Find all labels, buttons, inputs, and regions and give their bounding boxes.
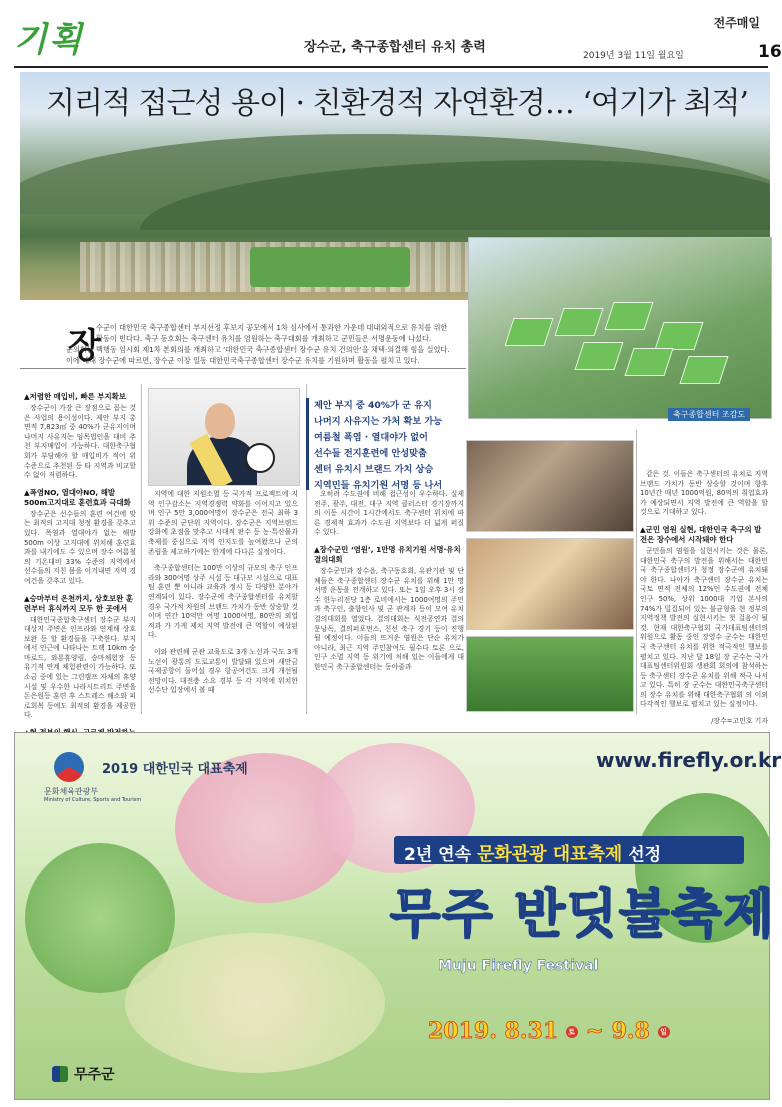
ad-date-start: 2019. 8.31 bbox=[428, 1018, 559, 1044]
ad-badge bbox=[404, 840, 661, 866]
ad-date-start-day: 토 bbox=[566, 1026, 578, 1038]
group-photo bbox=[466, 538, 634, 630]
lead-text-1: 수군이 대한민국 축구종합센터 부지선정 후보지 공모에서 1차 심사에서 통과한 가운데 대내외적으로 유치를 위한 활동이 빈다다. 축구 동호회는 축구센터 유치를 염원하는 축구대회를 개최하고 군민들은 서명운동에 나섰다. bbox=[96, 323, 448, 343]
subhead: ▲승마부터 온천까지, 상호보완 훈련부터 휴식까지 모두 한 곳에서 bbox=[24, 593, 134, 613]
headline: 지리적 접근성 용이 · 친환경적 자연환경… ‘여기가 최적’ bbox=[46, 86, 748, 121]
rendering-pitch bbox=[679, 356, 728, 384]
ad-ministry-en: Ministry of Culture, Sports and Tourism bbox=[44, 797, 142, 803]
rendering-pitch bbox=[554, 308, 603, 336]
rendering-pitch bbox=[654, 322, 703, 350]
ad-festival-title-en: Muju Firefly Festival bbox=[438, 958, 599, 974]
quote-line: 센터 유치시 브랜드 가치 상승 bbox=[314, 464, 434, 475]
column-divider bbox=[636, 430, 637, 714]
ad-badge-suffix: 선정 bbox=[628, 845, 662, 865]
photo-caption: 축구종합센터 조감도 bbox=[668, 408, 750, 421]
column-divider bbox=[141, 384, 142, 714]
issue-date: 2019년 3월 11일 월요일 bbox=[583, 51, 684, 61]
ad-festival-title: 무주 반딧불축제 bbox=[390, 884, 776, 945]
article-column-2 bbox=[148, 490, 298, 703]
lead-text-2: 군의회는 백행동 임시회 제1차 본회의를 개최하고 ‘대한민국 축구종합센터 장수군 유치 건의안’을 채택·의결해 힘을 실었다. 이에 대해 장수군에 따르면, 장수군 이장 일동 대한민국축구종합센터 장수군 유치를 기원하며 활동을 펼치고 있다. bbox=[66, 345, 450, 365]
paragraph: 대한민국종합축구센터 장수군 부지 대상지 주변은 인프라와 연계해 상호보완 등 할 환경들을 구축한다. 부지에서 인근에 나타나는 트랙 10km 승마로드, 와룡휴양림, 승마체험장 등 유기적 연계 체험관련이 가능하다. 또 소금 중에 있는 그린캠프 자체의 휴양시설 및 우수한 나라시트리트 주변을 돈은원등 훈련 후 스트레스 해소와 피로회복 등에도 최적의 환경을 제공한다. bbox=[24, 615, 136, 720]
rendering-pitch bbox=[574, 342, 623, 370]
county-logo-icon bbox=[52, 1066, 68, 1082]
section-subtitle: 장수군, 축구종합센터 유치 총력 bbox=[304, 40, 486, 55]
ad-county-name: 무주군 bbox=[74, 1067, 115, 1083]
ad-ministry: 문화체육관광부 bbox=[44, 787, 99, 796]
pull-quote bbox=[314, 398, 464, 494]
paragraph: 장수군민과 장수읍, 축구동호회, 유관기관 및 단체들은 축구종합센터 장수군 유치를 위해 1만 명 서명 운동을 전개하고 있다. 또는 1일 오후 3시 장수 한누리전당 1층 로비에서는 1000여명의 주민과 축구인, 출향인사 및 군 관계자 등이 모여 유치 결의대회를 열었다. 결의대회는 식전공연과 결의문낭독, 결의퍼포먼스, 친선 축구 경기 등이 진행될 예정이다. 이들의 뜨거운 염원은 단순 유치가 아니라, 최근 지역 주민참여도 필수다 토론 으로, 인구 소멸 지역 등 위기에 처해 있는 이들에게 대한민국 축구종합센터는 동아줄과 bbox=[314, 566, 464, 671]
ad-badge-highlight: 문화관광 대표축제 bbox=[476, 844, 623, 865]
article-column-5 bbox=[640, 470, 768, 734]
quote-bar bbox=[306, 398, 309, 490]
rendering-pitch bbox=[604, 302, 653, 330]
soccer-ball-icon bbox=[245, 443, 275, 473]
paragraph: 군민들의 염원을 실현시키는 것은 물론, 대한민국 축구의 발전을 위해서는 대한민국 축구종합센터가 청정 장수군에 유치돼야 한다. 나아가 축구센터 장수군 유치는 국토 면적 전체의 12%인 수도권에 전체 인구 50%, 상위 1000대 기업 본사의 74%가 밀집되어 있는 불균형을 현 정부의 지역정책 발전의 실현시키는 첫 걸음이 될 것. 현재 대한축구협회 국가대표팀센터의 위원으로 활동 중인 장영수 군수는 대한민국 축구센터 유치를 위한 적극적인 행보를 펼치고 있다. 지난 달 18일 장 군수는 국가대표팀센터위원회 생관회 회의에 참석하는 등 축구센터 장수군 유치를 위해 적극 나서고 있다. 특히 장 군수는 대한민국축구센터의 장수 유치를 위해 대한축구협회 의 이외 다각적인 행보로 펼치고 있는 실정이다. bbox=[640, 546, 768, 709]
ad-festival-dates bbox=[428, 1018, 670, 1044]
ministry-logo-icon bbox=[54, 752, 84, 782]
paragraph: 같은 것. 이들은 축구센터의 유치로 지역 브랜드 가치가 동반 상승할 것이며 향후 10년간 매년 1000억원, 80억의 취업효과가 예상되면서 지역 발전에 큰 역할을 할 것으로 기대하고 있다. bbox=[640, 470, 768, 517]
subhead: ▲저렴한 매입비, 빠른 부지확보 bbox=[24, 392, 126, 401]
paragraph: 장수군은 선수들의 훈련 여건에 맞는 최적의 고지대 청정 환경을 갖추고 있다. 폭염과 열대야가 없는 해발 500m 이상 고지대에 위치해 훈련효과를 내기에도 수 있으며 장수 여름철의 기온대비 33% 수준의 지역에서 선수들의 지친 몸을 이겨내면 지역 경 여건을 갖추고 있다. bbox=[24, 509, 136, 585]
newspaper-name: 전주매일 bbox=[713, 16, 760, 30]
paragraph: 지역에 대한 지원소멸 등 국가적 프로젝트에 지역 인구감소는 지역경쟁력 약화를 이어지고 있으며 인구 5만 3,000여명이 장수군은 전국 최하 3위 수준의 군단위 지역이다. 장수군은 지역브랜드 강화에 초점을 맞추고 시대적 판수 등 농·특산물과 축제를 중심으로 지역 인지도를 높여왔으나 군의 존립을 제고하기에는 한계에 다다른 실정이다. bbox=[148, 490, 298, 556]
governor-portrait-photo bbox=[148, 388, 300, 486]
quote-line: 나머지 사유지는 가처 확보 가능 bbox=[314, 416, 443, 427]
ad-festival-year: 2019 대한민국 대표축제 bbox=[102, 762, 248, 777]
quote-line: 선수들 전지훈련에 안성맞춤 bbox=[314, 448, 427, 459]
paragraph: 장수군이 가장 큰 장점으로 꼽는 것은 사업의 용이성이다. 제안 부지 총 면적 7,823㎡ 중 40%가 군유지이며 나머지 사유지는 임목법인을 대비 추천 부지매입이 가능하다. 대한축구협회가 부담해야 할 매입비가 적어 위 수준으로 추천된 등 타 지역과 비교할 수 없이 저렴하다. bbox=[24, 404, 136, 480]
ad-kids-illustration bbox=[125, 933, 385, 1073]
ad-date-end: 9.8 bbox=[611, 1018, 650, 1044]
soccer-match-photo bbox=[466, 636, 634, 712]
quote-line: 제안 부지 중 40%가 군 유지 bbox=[314, 400, 432, 411]
byline: /장수=고민호 기자 bbox=[711, 717, 768, 726]
article-column-1 bbox=[24, 392, 136, 786]
ad-badge-prefix: 2년 연속 bbox=[404, 845, 472, 865]
rendering-pitch bbox=[504, 318, 553, 346]
header-divider bbox=[14, 66, 768, 68]
ad-date-end-day: 일 bbox=[658, 1026, 670, 1038]
ad-website-link[interactable]: www.firefly.or.kr bbox=[596, 748, 782, 772]
paragraph: 이와 관련해 군관 교육도로 3개 노선과 국도 3개 노선이 광통의 도로교통이 발달돼 있으며 새만금국제공항이 들어설 경우 항공여건도 크게 개선될 전망이다. 대전충 소요 경부 등 각 지역에 위치한 선수단 입장에서 볼 때 bbox=[148, 647, 298, 695]
paragraph: 축구종합센터는 100만 이상의 규모의 축구 인프라와 300여명 상주 시설 등 대규모 시설으로 대표팀 훈련 뿐 아니라 교육과 정시 등 다양한 분야가 연계되어 있다. 장수군에 축구종합센터를 유치할 경우 국가적 차원의 브랜드 가치가 동반 상승할 것이며 연간 10억만 여명 1000여명, 80만의 외업적과 가 가게 제치 지역 발전에 큰 역할이 예상된다. bbox=[148, 564, 298, 640]
paragraph: 오히려 수도권에 비해 접근성이 우수하다. 실제 전주, 광주, 대전, 대구 지역 클러스터 경기장까지의 이동 시간이 1시간에서도 축구센터 위치에 따른 경제적 효과가 수도권 지역보다 더 넓게 퍼질 수 있다. bbox=[314, 490, 464, 537]
subhead: ▲폭염NO, 열대야NO, 해발 500m고지대로 훈련효과 극대화 bbox=[24, 487, 131, 507]
quote-line: 지역민들 유치기원 서명 등 나서 bbox=[314, 480, 443, 491]
meeting-photo bbox=[466, 440, 634, 532]
section-category: 기획 bbox=[14, 20, 84, 60]
facility-rendering-photo bbox=[468, 237, 772, 419]
drop-cap: 장 bbox=[68, 326, 101, 366]
ad-date-sep: ~ bbox=[585, 1018, 604, 1044]
rendering-pitch bbox=[624, 348, 673, 376]
lead-divider bbox=[20, 368, 466, 369]
article-column-3 bbox=[314, 490, 464, 680]
quote-line: 여름철 폭염 · 열대야가 없어 bbox=[314, 432, 428, 443]
portrait-face bbox=[205, 403, 235, 439]
page-number: 16 bbox=[758, 42, 782, 62]
subhead: ▲장수군민 ‘염원’, 1만명 유치기원 서명·유치결의대회 bbox=[314, 544, 461, 564]
photo-field bbox=[250, 247, 410, 287]
subhead: ▲군민 염원 실현, 대한민국 축구의 발전은 장수에서 시작돼야 한다 bbox=[640, 524, 762, 544]
